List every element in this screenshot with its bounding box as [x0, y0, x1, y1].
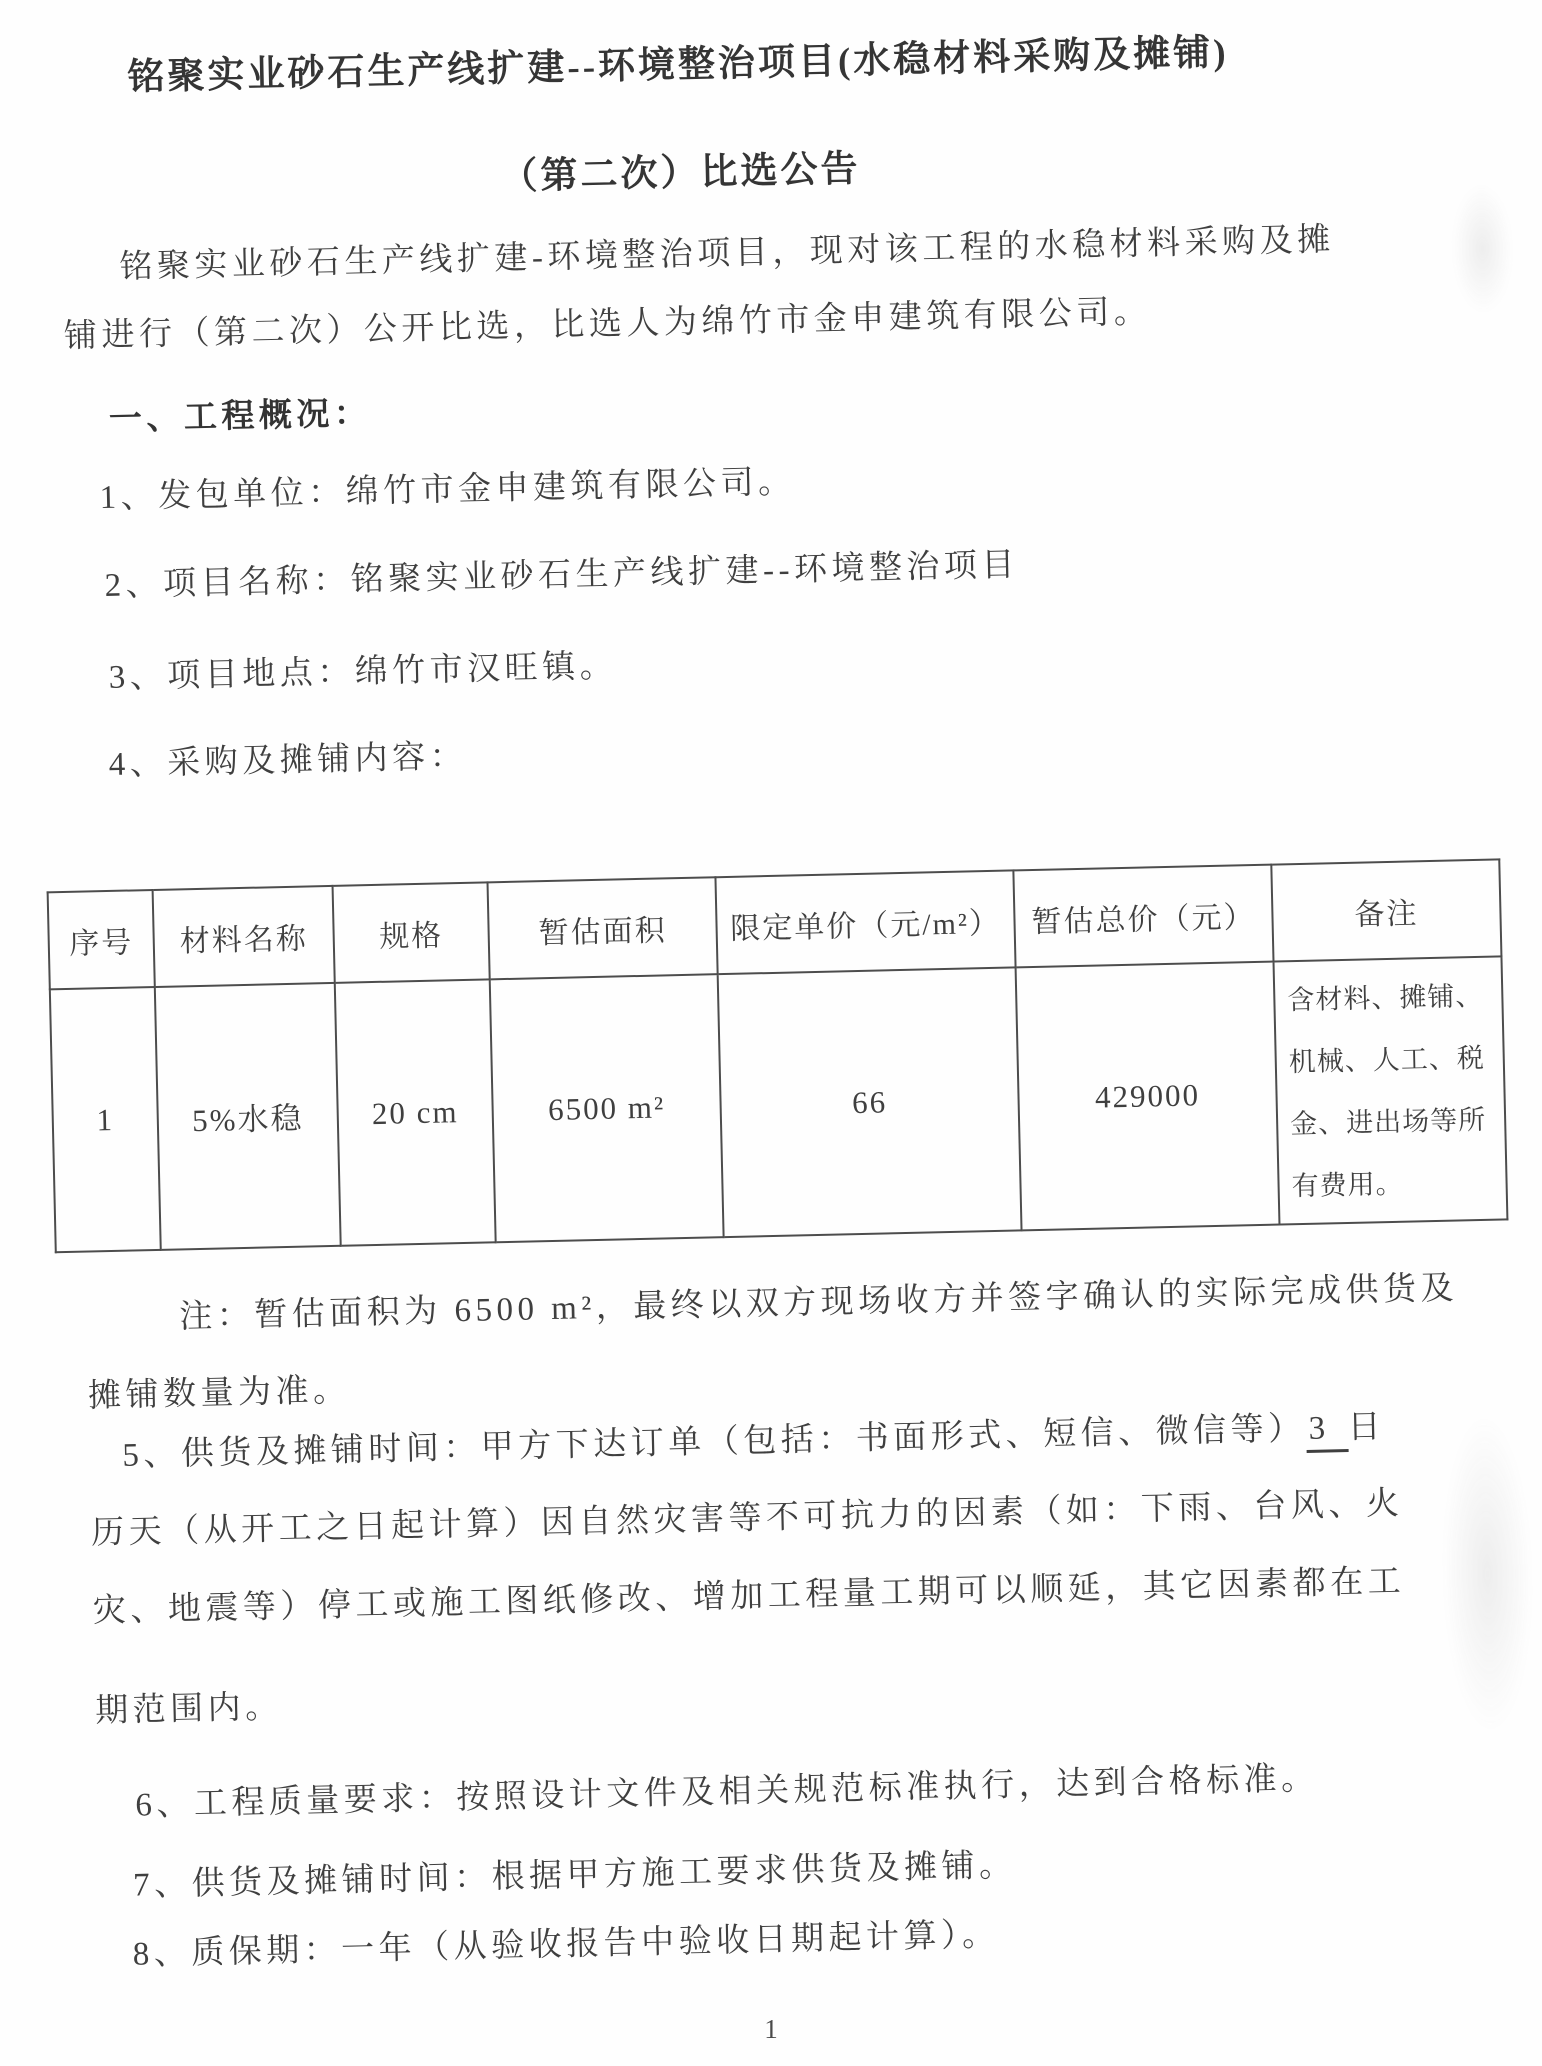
document-title-line-1: 铭聚实业砂石生产线扩建--环境整治项目(水稳材料采购及摊铺): [127, 32, 1229, 99]
cell-unit-price-limit: 66: [718, 967, 1022, 1237]
item-5-supply-time-line-4: 期范围内。: [94, 1689, 284, 1730]
table-row: [50, 956, 1508, 1252]
cell-estimated-area: 6500 m²: [490, 974, 724, 1242]
header-specification: 规格: [333, 882, 490, 982]
header-estimated-area: 暂估面积: [488, 877, 718, 979]
cell-serial-number: 1: [50, 987, 161, 1252]
item-5-text-after-blank: 日: [1347, 1409, 1386, 1447]
item-8-warranty-period: 8、质保期：一年（从验收报告中验收日期起计算）。: [132, 1917, 1000, 1973]
intro-paragraph-line-1: 铭聚实业砂石生产线扩建-环境整治项目，现对该工程的水稳材料采购及摊: [119, 222, 1336, 286]
table-note-line-2: 摊铺数量为准。: [87, 1372, 351, 1415]
header-remarks: 备注: [1271, 859, 1501, 961]
procurement-table: [47, 858, 1509, 1253]
item-5-supply-time-line-2: 历天（从开工之日起计算）因自然灾害等不可抗力的因素（如：下雨、台风、火: [90, 1485, 1404, 1552]
scan-smudge: [1451, 183, 1514, 314]
cell-estimated-total-price: 429000: [1016, 962, 1280, 1231]
item-1-employer: 1、发包单位：绵竹市金申建筑有限公司。: [99, 464, 796, 517]
table-note-line-1: 注：暂估面积为 6500 m²，最终以双方现场收方并签字确认的实际完成供货及: [178, 1270, 1459, 1336]
item-3-project-site: 3、项目地点：绵竹市汉旺镇。: [108, 648, 618, 696]
cell-specification: 20 cm: [335, 979, 496, 1245]
item-5-filled-blank-days: 3: [1305, 1410, 1348, 1453]
item-7-supply-schedule: 7、供货及摊铺时间：根据甲方施工要求供货及摊铺。: [132, 1847, 1017, 1904]
scan-smudge: [1439, 1413, 1536, 1735]
cell-remarks: 含材料、摊铺、机械、人工、税金、进出场等所有费用。: [1274, 956, 1508, 1224]
item-6-quality-requirement: 6、工程质量要求：按照设计文件及相关规范标准执行，达到合格标准。: [134, 1760, 1319, 1824]
item-4-procurement-content: 4、采购及摊铺内容：: [108, 738, 468, 783]
page-number: 1: [764, 2014, 778, 2044]
item-5-supply-time-line-3: 灾、地震等）停工或施工图纸修改、增加工程量工期可以顺延，其它因素都在工: [92, 1563, 1406, 1630]
section-heading-project-overview: 一、工程概况：: [108, 395, 372, 438]
header-unit-price-limit: 限定单价（元/m²）: [715, 870, 1015, 974]
header-serial-number: 序号: [48, 890, 155, 989]
item-5-supply-time-line-1: [122, 1404, 1386, 1479]
intro-paragraph-line-2: 铺进行（第二次）公开比选，比选人为绵竹市金申建筑有限公司。: [63, 294, 1152, 355]
document-title-line-2: （第二次）比选公告: [500, 148, 861, 198]
item-2-project-name: 2、项目名称：铭聚实业砂石生产线扩建--环境整治项目: [104, 547, 1020, 604]
item-5-text-before-blank: 5、供货及摊铺时间：甲方下达订单（包括：书面形式、短信、微信等）: [122, 1410, 1307, 1474]
header-estimated-total-price: 暂估总价（元）: [1013, 865, 1273, 968]
cell-material-name: 5%水稳: [155, 983, 341, 1250]
header-material-name: 材料名称: [153, 886, 335, 987]
